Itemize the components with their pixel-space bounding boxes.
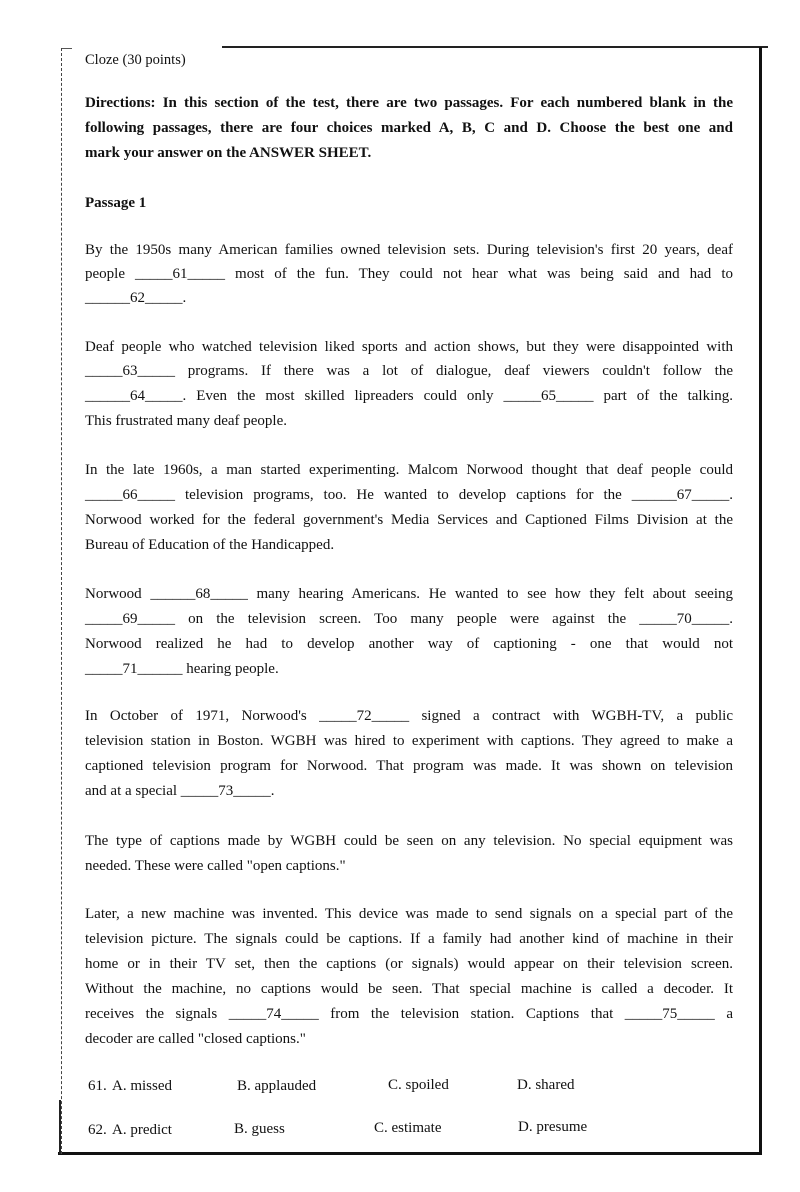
paragraph-1-line-2: people _____61_____ most of the fun. They could not hear what was being said and had to xyxy=(85,266,733,282)
paragraph-7-line-3: home or in their TV set, then the captions (or signals) would appear on their television screen. xyxy=(85,956,733,972)
frame-border-left xyxy=(61,48,62,1154)
paragraph-2-line-1: Deaf people who watched television liked sports and action shows, but they were disappointed with xyxy=(85,339,733,355)
question-62-number: 62. xyxy=(88,1122,107,1138)
paragraph-7-line-1: Later, a new machine was invented. This device was made to send signals on a special part of the xyxy=(85,906,733,922)
paragraph-6-line-2: needed. These were called "open captions." xyxy=(85,858,346,874)
paragraph-2-line-2: _____63_____ programs. If there was a lot of dialogue, deaf viewers couldn't follow the xyxy=(85,363,733,379)
question-61-option-d[interactable]: D. shared xyxy=(517,1077,575,1093)
paragraph-5-line-3: captioned television program for Norwood. That program was made. It was shown on television xyxy=(85,758,733,774)
paragraph-3-line-4: Bureau of Education of the Handicapped. xyxy=(85,537,335,553)
frame-border-left-lower xyxy=(59,1100,61,1154)
paragraph-5-line-1: In October of 1971, Norwood's _____72_____ signed a contract with WGBH-TV, a public xyxy=(85,708,733,724)
paragraph-7-line-4: Without the machine, no captions would be seen. That special machine is called a decoder. It xyxy=(85,981,733,997)
frame-border-bottom xyxy=(58,1152,762,1155)
paragraph-3-line-2: _____66_____ television programs, too. He wanted to develop captions for the ______67_____. xyxy=(85,487,733,503)
question-62-option-d[interactable]: D. presume xyxy=(518,1119,588,1135)
paragraph-2-line-4: This frustrated many deaf people. xyxy=(85,413,288,429)
directions-line-2: following passages, there are four choices marked A, B, C and D. Choose the best one and xyxy=(85,120,733,136)
paragraph-5-line-4: and at a special _____73_____. xyxy=(85,783,275,799)
question-61-number: 61. xyxy=(88,1078,107,1094)
paragraph-1-line-3: ______62_____. xyxy=(85,290,187,306)
question-62-option-a[interactable]: A. predict xyxy=(112,1122,172,1138)
frame-border-top xyxy=(222,46,768,48)
frame-border-top-left xyxy=(62,48,72,49)
paragraph-4-line-3: Norwood realized he had to develop another way of captioning - one that would not xyxy=(85,636,733,652)
paragraph-3-line-1: In the late 1960s, a man started experimenting. Malcom Norwood thought that deaf people could xyxy=(85,462,733,478)
directions-line-3: mark your answer on the ANSWER SHEET. xyxy=(85,145,372,161)
paragraph-5-line-2: television station in Boston. WGBH was hired to experiment with captions. They agreed to make a xyxy=(85,733,733,749)
paragraph-7-line-2: television picture. The signals could be captions. If a family had another kind of machine in their xyxy=(85,931,733,947)
frame-border-right xyxy=(759,47,762,1155)
paragraph-6-line-1: The type of captions made by WGBH could be seen on any television. No special equipment was xyxy=(85,833,733,849)
paragraph-4-line-4: _____71______ hearing people. xyxy=(85,661,279,677)
paragraph-7-line-6: decoder are called "closed captions." xyxy=(85,1031,306,1047)
section-title: Cloze (30 points) xyxy=(85,52,186,68)
question-61-option-a[interactable]: A. missed xyxy=(112,1078,172,1094)
paragraph-3-line-3: Norwood worked for the federal government's Media Services and Captioned Films Division at the xyxy=(85,512,733,528)
paragraph-4-line-1: Norwood ______68_____ many hearing Americans. He wanted to see how they felt about seeing xyxy=(85,586,733,602)
paragraph-4-line-2: _____69_____ on the television screen. Too many people were against the _____70_____. xyxy=(85,611,733,627)
question-62-option-b[interactable]: B. guess xyxy=(234,1121,285,1137)
passage-heading: Passage 1 xyxy=(85,195,147,211)
directions-line-1: Directions: In this section of the test, there are two passages. For each numbered blank in the xyxy=(85,95,733,111)
question-61-option-c[interactable]: C. spoiled xyxy=(388,1077,449,1093)
question-61-option-b[interactable]: B. applauded xyxy=(237,1078,317,1094)
paragraph-7-line-5: receives the signals _____74_____ from the television station. Captions that _____75_____ a xyxy=(85,1006,733,1022)
question-62-option-c[interactable]: C. estimate xyxy=(374,1120,442,1136)
paragraph-2-line-3: ______64_____. Even the most skilled lipreaders could only _____65_____ part of the talking. xyxy=(85,388,733,404)
paragraph-1-line-1: By the 1950s many American families owned television sets. During television's first 20 years, deaf xyxy=(85,242,733,258)
